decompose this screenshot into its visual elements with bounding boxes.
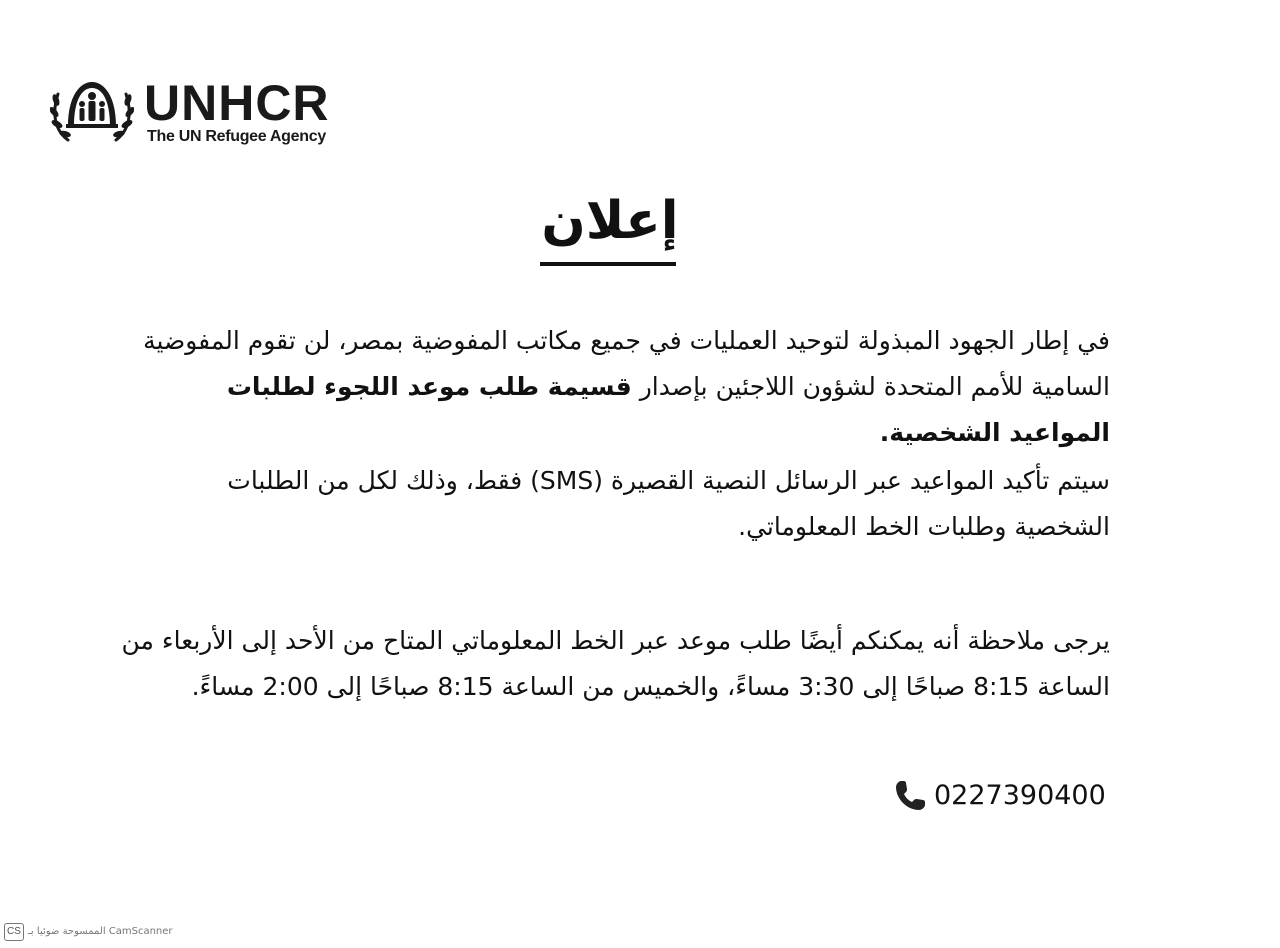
- phone-contact: [892, 774, 1132, 818]
- paragraph-1: [120, 318, 1110, 456]
- unhcr-emblem-icon: [50, 76, 134, 146]
- announcement-title: إعلان: [541, 191, 679, 251]
- phone-icon: [892, 778, 928, 814]
- title-underline: [540, 262, 676, 266]
- unhcr-logo: [50, 76, 350, 148]
- logo-wordmark: UNHCR: [144, 75, 330, 131]
- phone-number: 0227390400: [934, 780, 1106, 811]
- paragraph-2: سيتم تأكيد المواعيد عبر الرسائل النصية القصيرة (SMS) فقط، وذلك لكل من الطلبات الشخصية وطلبات الخط المعلوماتي.: [227, 466, 1110, 541]
- camscanner-logo-icon: CS: [4, 923, 24, 941]
- paragraph-1-end: .: [879, 418, 890, 447]
- paragraph-3: يرجى ملاحظة أنه يمكنكم أيضًا طلب موعد عبر الخط المعلوماتي المتاح من الأحد إلى الأربعاء من الساعة 8:15 صباحًا إلى 3:30 مساءً، والخميس من الساعة 8:15 صباحًا إلى 2:00 مساءً.: [121, 626, 1110, 701]
- camscanner-text: الممسوحة ضوئيا بـ CamScanner: [28, 926, 173, 937]
- paragraph-1-bold-text: قسيمة طلب موعد اللجوء لطلبات المواعيد الشخصية: [226, 372, 1110, 447]
- paragraph-1-text: في إطار الجهود المبذولة لتوحيد العمليات في جميع مكاتب المفوضية بمصر، لن تقوم المفوضية السامية للأمم المتحدة لشؤون اللاجئين بإصدار: [143, 326, 1110, 401]
- logo-tagline: The UN Refugee Agency: [147, 128, 326, 145]
